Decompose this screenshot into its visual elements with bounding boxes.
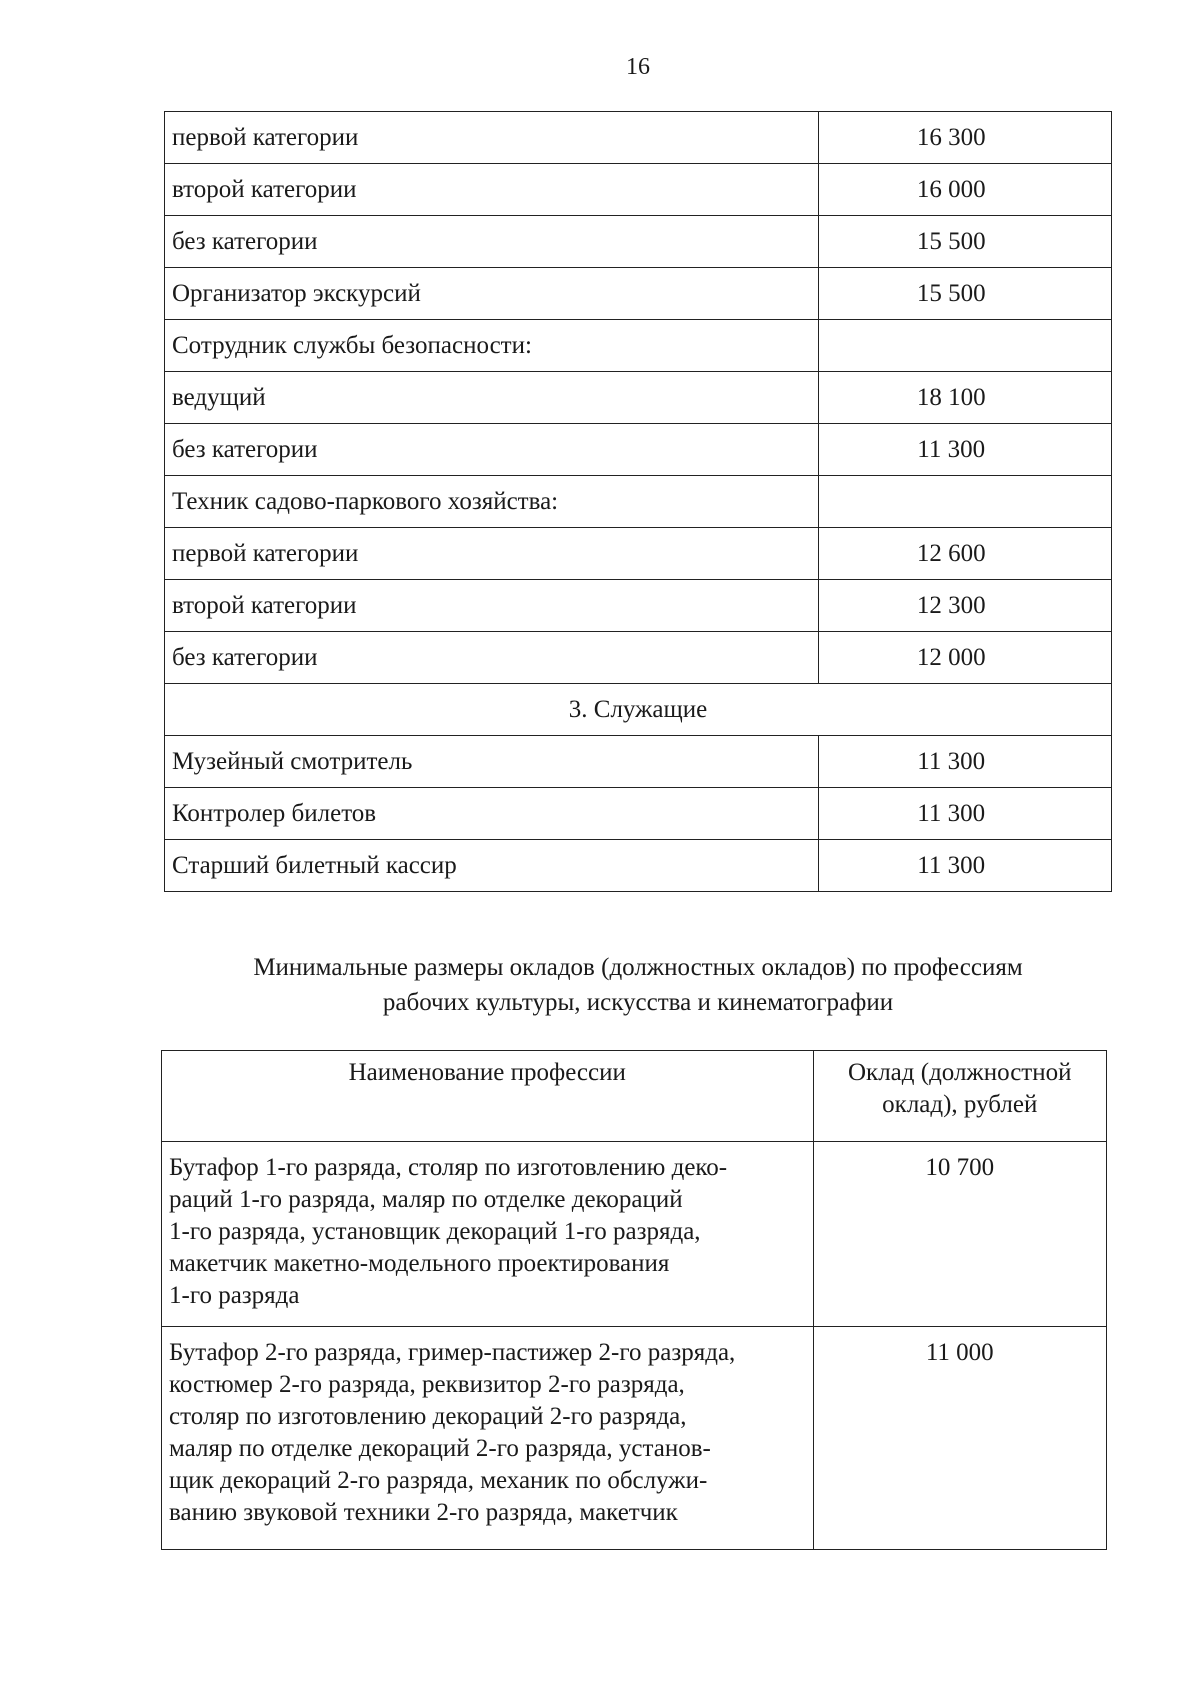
salary-value: 11 300 — [819, 736, 1112, 788]
profession-description — [162, 1142, 814, 1327]
table-row — [165, 632, 1112, 684]
text-line: ванию звуковой техники 2-го разряда, макетчик — [169, 1499, 678, 1526]
text-line: 1-го разряда — [169, 1282, 300, 1309]
column-header-salary — [813, 1051, 1107, 1142]
table-row — [165, 476, 1112, 528]
column-header-profession: Наименование профессии — [162, 1051, 814, 1142]
position-name: второй категории — [165, 164, 819, 216]
salary-value — [819, 320, 1112, 372]
position-name: без категории — [165, 424, 819, 476]
salary-value: 12 600 — [819, 528, 1112, 580]
text-line: столяр по изготовлению декораций 2-го разряда, — [169, 1403, 687, 1430]
text-line: костюмер 2-го разряда, реквизитор 2-го разряда, — [169, 1371, 685, 1398]
salary-table-professions — [161, 1050, 1107, 1550]
position-name: Контролер билетов — [165, 788, 819, 840]
salary-value: 11 300 — [819, 788, 1112, 840]
salary-value: 12 300 — [819, 580, 1112, 632]
table-row — [165, 528, 1112, 580]
salary-value: 11 300 — [819, 840, 1112, 892]
position-name: Старший билетный кассир — [165, 840, 819, 892]
salary-value: 10 700 — [813, 1142, 1107, 1327]
table-row — [165, 268, 1112, 320]
table-row — [165, 216, 1112, 268]
column-header-line: Оклад (должностной — [848, 1059, 1072, 1086]
position-name: Музейный смотритель — [165, 736, 819, 788]
position-name: без категории — [165, 632, 819, 684]
position-group-name: Сотрудник службы безопасности: — [165, 320, 819, 372]
table-header-row — [162, 1051, 1107, 1142]
position-group-name: Техник садово-паркового хозяйства: — [165, 476, 819, 528]
salary-table-positions — [164, 111, 1112, 892]
salary-value: 18 100 — [819, 372, 1112, 424]
table-row — [165, 788, 1112, 840]
salary-value — [819, 476, 1112, 528]
salary-value: 11 300 — [819, 424, 1112, 476]
position-name: без категории — [165, 216, 819, 268]
position-name: Организатор экскурсий — [165, 268, 819, 320]
text-line: раций 1-го разряда, маляр по отделке декораций — [169, 1186, 683, 1213]
salary-value: 16 300 — [819, 112, 1112, 164]
text-line: Бутафор 2-го разряда, гример-пастижер 2-го разряда, — [169, 1339, 736, 1366]
heading-line: рабочих культуры, искусства и кинематографии — [382, 989, 894, 1016]
position-name: второй категории — [165, 580, 819, 632]
position-name: ведущий — [165, 372, 819, 424]
table-row — [165, 164, 1112, 216]
profession-description — [162, 1327, 814, 1550]
salary-value: 16 000 — [819, 164, 1112, 216]
salary-value: 15 500 — [819, 268, 1112, 320]
table-row — [165, 424, 1112, 476]
table-row — [162, 1142, 1107, 1327]
table-row — [165, 580, 1112, 632]
page-number: 16 — [626, 54, 650, 80]
table-row — [165, 840, 1112, 892]
position-name: первой категории — [165, 528, 819, 580]
text-line: 1-го разряда, установщик декораций 1-го разряда, — [169, 1218, 701, 1245]
heading-line: Минимальные размеры окладов (должностных окладов) по профессиям — [253, 954, 1023, 981]
section-heading — [164, 950, 1112, 1020]
table-row — [162, 1327, 1107, 1550]
text-line: маляр по отделке декораций 2-го разряда, установ- — [169, 1435, 711, 1462]
salary-value: 15 500 — [819, 216, 1112, 268]
text-line: Бутафор 1-го разряда, столяр по изготовлению деко- — [169, 1154, 728, 1181]
section-header-row — [165, 684, 1112, 736]
column-header-line: оклад), рублей — [882, 1091, 1038, 1118]
table-row — [165, 320, 1112, 372]
table-row — [165, 372, 1112, 424]
salary-value: 11 000 — [813, 1327, 1107, 1550]
salary-value: 12 000 — [819, 632, 1112, 684]
section-title: 3. Служащие — [165, 684, 1112, 736]
table-row — [165, 112, 1112, 164]
text-line: щик декораций 2-го разряда, механик по обслужи- — [169, 1467, 708, 1494]
text-line: макетчик макетно-модельного проектирования — [169, 1250, 670, 1277]
position-name: первой категории — [165, 112, 819, 164]
table-row — [165, 736, 1112, 788]
